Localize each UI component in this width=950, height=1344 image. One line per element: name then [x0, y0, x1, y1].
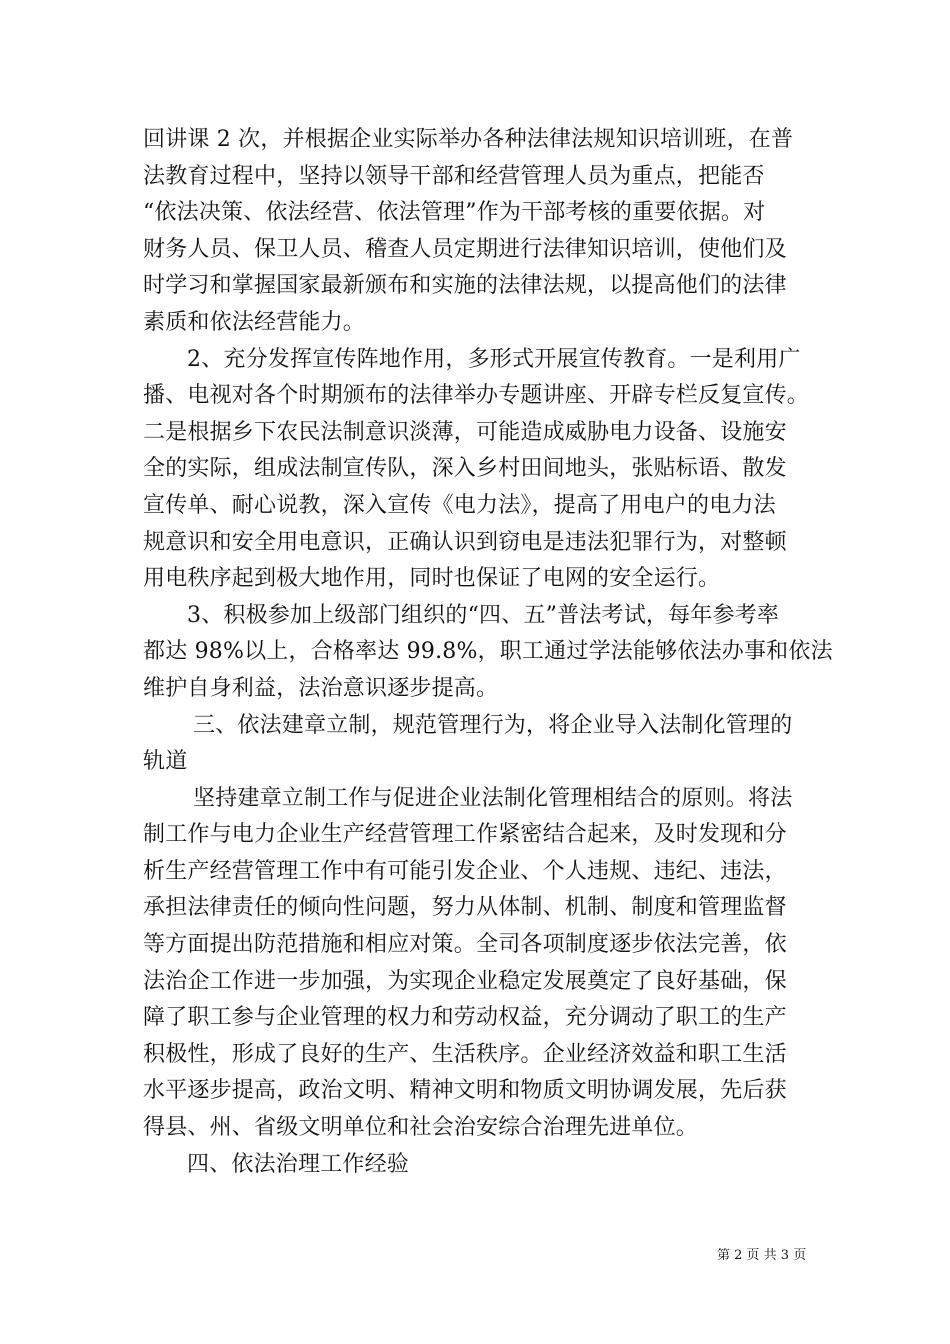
- text-line: 用电秩序起到极大地作用，同时也保证了电网的安全运行。: [143, 566, 721, 592]
- text-line: 财务人员、保卫人员、稽查人员定期进行法律知识培训，使他们及: [143, 236, 787, 262]
- text-line: 制工作与电力企业生产经营管理工作紧密结合起来，及时发现和分: [143, 822, 787, 848]
- text-line: 素质和依法经营能力。: [143, 309, 366, 335]
- text-line: 等方面提出防范措施和相应对策。全司各项制度逐步依法完善，依: [143, 932, 787, 958]
- text-line: 得县、州、省级文明单位和社会治安综合治理先进单位。: [143, 1115, 699, 1141]
- text-line: 水平逐步提高，政治文明、精神文明和物质文明协调发展，先后获: [143, 1078, 787, 1104]
- text-line: 法教育过程中，坚持以领导干部和经营管理人员为重点，把能否: [143, 163, 765, 189]
- text-line: 全的实际，组成法制宣传队，深入乡村田间地头，张贴标语、散发: [143, 456, 787, 482]
- text-line: 法治企工作进一步加强，为实现企业稳定发展奠定了良好基础，保: [143, 968, 787, 994]
- text-line: 二是根据乡下农民法制意识淡薄，可能造成威胁电力设备、设施安: [143, 419, 787, 445]
- document-body: [143, 122, 833, 1183]
- section-heading-line: 四、依法治理工作经验: [187, 1151, 410, 1177]
- page-number-footer: 第 2 页 共 3 页: [717, 1248, 807, 1263]
- text-line: 障了职工参与企业管理的权力和劳动权益，充分调动了职工的生产: [143, 1005, 787, 1031]
- text-line: 回讲课 2 次，并根据企业实际举办各种法律法规知识培训班，在普: [143, 127, 794, 152]
- text-line: 析生产经营管理工作中有可能引发企业、个人违规、违纪、违法，: [143, 858, 787, 884]
- section-heading-line: 轨道: [143, 749, 188, 775]
- text-line: “依法决策、依法经营、依法管理”作为干部考核的重要依据。对: [143, 200, 766, 226]
- paragraph-start-line: 坚持建章立制工作与促进企业法制化管理相结合的原则。将法: [193, 785, 793, 811]
- text-line: 积极性，形成了良好的生产、生活秩序。企业经济效益和职工生活: [143, 1041, 787, 1067]
- paragraph-start-line: 3、积极参加上级部门组织的“四、五”普法考试，每年参考率: [187, 602, 780, 628]
- text-line: 时学习和掌握国家最新颁布和实施的法律法规，以提高他们的法律: [143, 273, 787, 299]
- text-line: 宣传单、耐心说教，深入宣传《电力法》，提高了用电户的电力法: [143, 492, 776, 518]
- section-heading-line: 三、依法建章立制，规范管理行为，将企业导入法制化管理的: [193, 712, 793, 738]
- text-line: 承担法律责任的倾向性问题，努力从体制、机制、制度和管理监督: [143, 895, 787, 921]
- paragraph-start-line: 2、充分发挥宣传阵地作用，多形式开展宣传教育。一是利用广: [187, 346, 801, 372]
- text-line: 维护自身利益，法治意识逐步提高。: [143, 675, 499, 701]
- text-line: 播、电视对各个时期颁布的法律举办专题讲座、开辟专栏反复宣传。: [143, 383, 810, 409]
- text-line: 规意识和安全用电意识，正确认识到窃电是违法犯罪行为，对整顿: [143, 529, 787, 555]
- text-line: 都达 98%以上，合格率达 99.8%，职工通过学法能够依法办事和依法: [143, 639, 833, 665]
